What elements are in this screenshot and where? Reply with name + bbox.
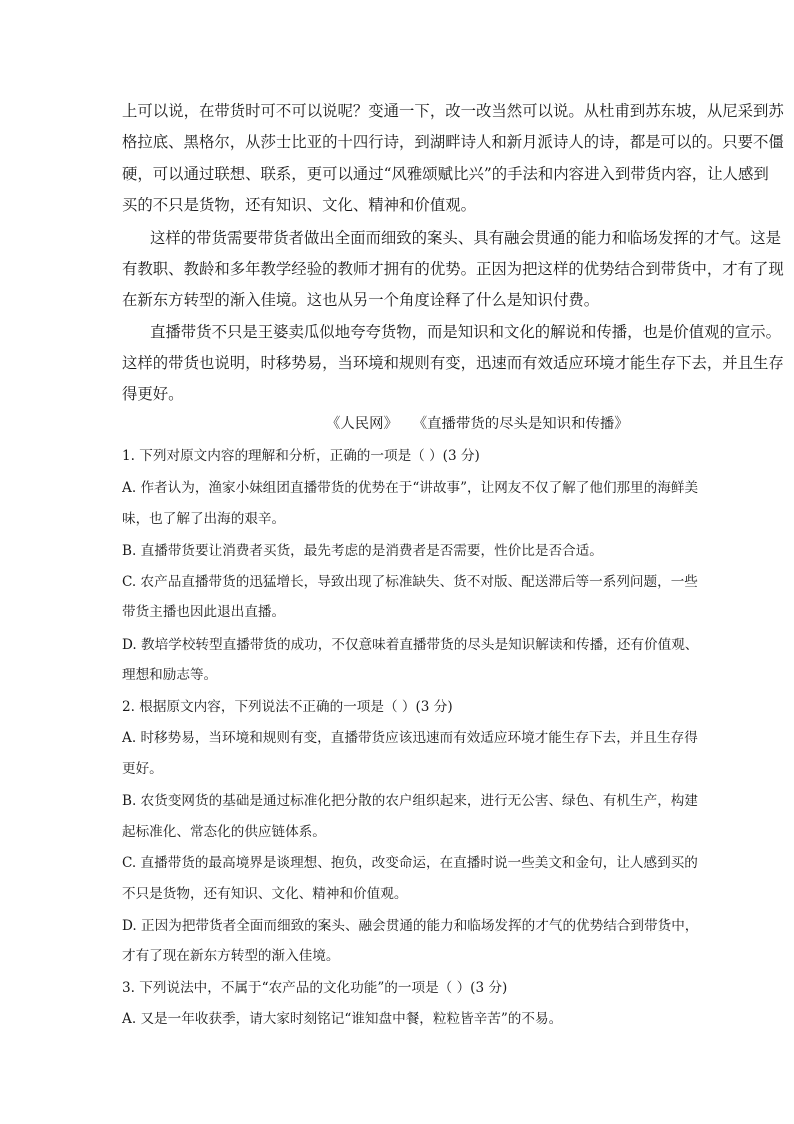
question-stem: 2. 根据原文内容，下列说法不正确的一项是（ ）(3 分)	[122, 699, 453, 715]
option-a: A. 时移势易，当环境和规则有变，直播带货应该迅速而有效适应环境才能生存下去，并且生存得	[122, 730, 698, 746]
source-outlet: 《人民网》	[326, 416, 398, 432]
option-d: D. 教培学校转型直播带货的成功，不仅意味着直播带货的尽头是知识解读和传播，还有价值观、	[122, 637, 699, 653]
passage-line: 直播带货不只是王婆卖瓜似地夸夸货物，而是知识和文化的解说和传播，也是价值观的宣示。	[150, 323, 782, 341]
option-d: 才有了现在新东方转型的渐入佳境。	[122, 948, 340, 964]
passage-line: 格拉底、黑格尔，从莎士比亚的十四行诗，到湖畔诗人和新月派诗人的诗，都是可以的。只要不僵	[122, 133, 784, 151]
option-a: A. 作者认为，渔家小妹组团直播带货的优势在于“讲故事”，让网友不仅了解了他们那里的海鲜美	[122, 480, 699, 496]
option-c: C. 农产品直播带货的迅猛增长，导致出现了标准缺失、货不对版、配送滞后等一系列问题，一些	[122, 574, 698, 590]
option-d: 理想和励志等。	[122, 667, 218, 683]
option-b: 起标准化、常态化的供应链体系。	[122, 824, 326, 840]
option-d: D. 正因为把带货者全面而细致的案头、融会贯通的能力和临场发挥的才气的优势结合到带货中，	[122, 918, 699, 934]
passage-line: 有教职、教龄和多年教学经验的教师才拥有的优势。正因为把这样的优势结合到带货中，才有了现	[122, 260, 784, 278]
passage-line: 上可以说，在带货时可不可以说呢？变通一下，改一改当然可以说。从杜甫到苏东坡，从尼采到苏	[122, 102, 784, 120]
option-c: 带货主播也因此退出直播。	[122, 604, 286, 620]
option-b: B. 直播带货要让消费者买货，最先考虑的是消费者是否需要，性价比是否合适。	[122, 543, 603, 559]
option-a: 更好。	[122, 761, 163, 777]
option-a: A. 又是一年收获季，请大家时刻铭记“谁知盘中餐，粒粒皆辛苦”的不易。	[122, 1011, 563, 1027]
passage-line: 得更好。	[122, 385, 184, 403]
source-title: 《直播带货的尽头是知识和传播》	[419, 416, 629, 432]
passage-line: 买的不只是货物，还有知识、文化、精神和价值观。	[122, 196, 476, 214]
passage-line: 在新东方转型的渐入佳境。这也从另一个角度诠释了什么是知识付费。	[122, 291, 600, 309]
option-a: 味，也了解了出海的艰辛。	[122, 511, 286, 527]
option-c: C. 直播带货的最高境界是谈理想、抱负，改变命运，在直播时说一些美文和金句，让人感到买的	[122, 855, 698, 871]
passage-line: 硬，可以通过联想、联系，更可以通过“风雅颂赋比兴”的手法和内容进入到带货内容，让人感到	[122, 165, 769, 183]
question-stem: 3. 下列说法中，不属于“农产品的文化功能”的一项是（ ）(3 分)	[122, 980, 508, 996]
passage-line: 这样的带货需要带货者做出全面而细致的案头、具有融会贯通的能力和临场发挥的才气。这是	[150, 229, 782, 247]
question-stem: 1. 下列对原文内容的理解和分析，正确的一项是（ ）(3 分)	[122, 448, 480, 464]
option-b: B. 农货变网货的基础是通过标准化把分散的农户组织起来，进行无公害、绿色、有机生产，构建	[122, 793, 698, 809]
option-c: 不只是货物，还有知识、文化、精神和价值观。	[122, 886, 408, 902]
passage-line: 这样的带货也说明，时移势易，当环境和规则有变，迅速而有效适应环境才能生存下去，并且生存	[122, 354, 784, 372]
source-attribution	[326, 414, 726, 434]
